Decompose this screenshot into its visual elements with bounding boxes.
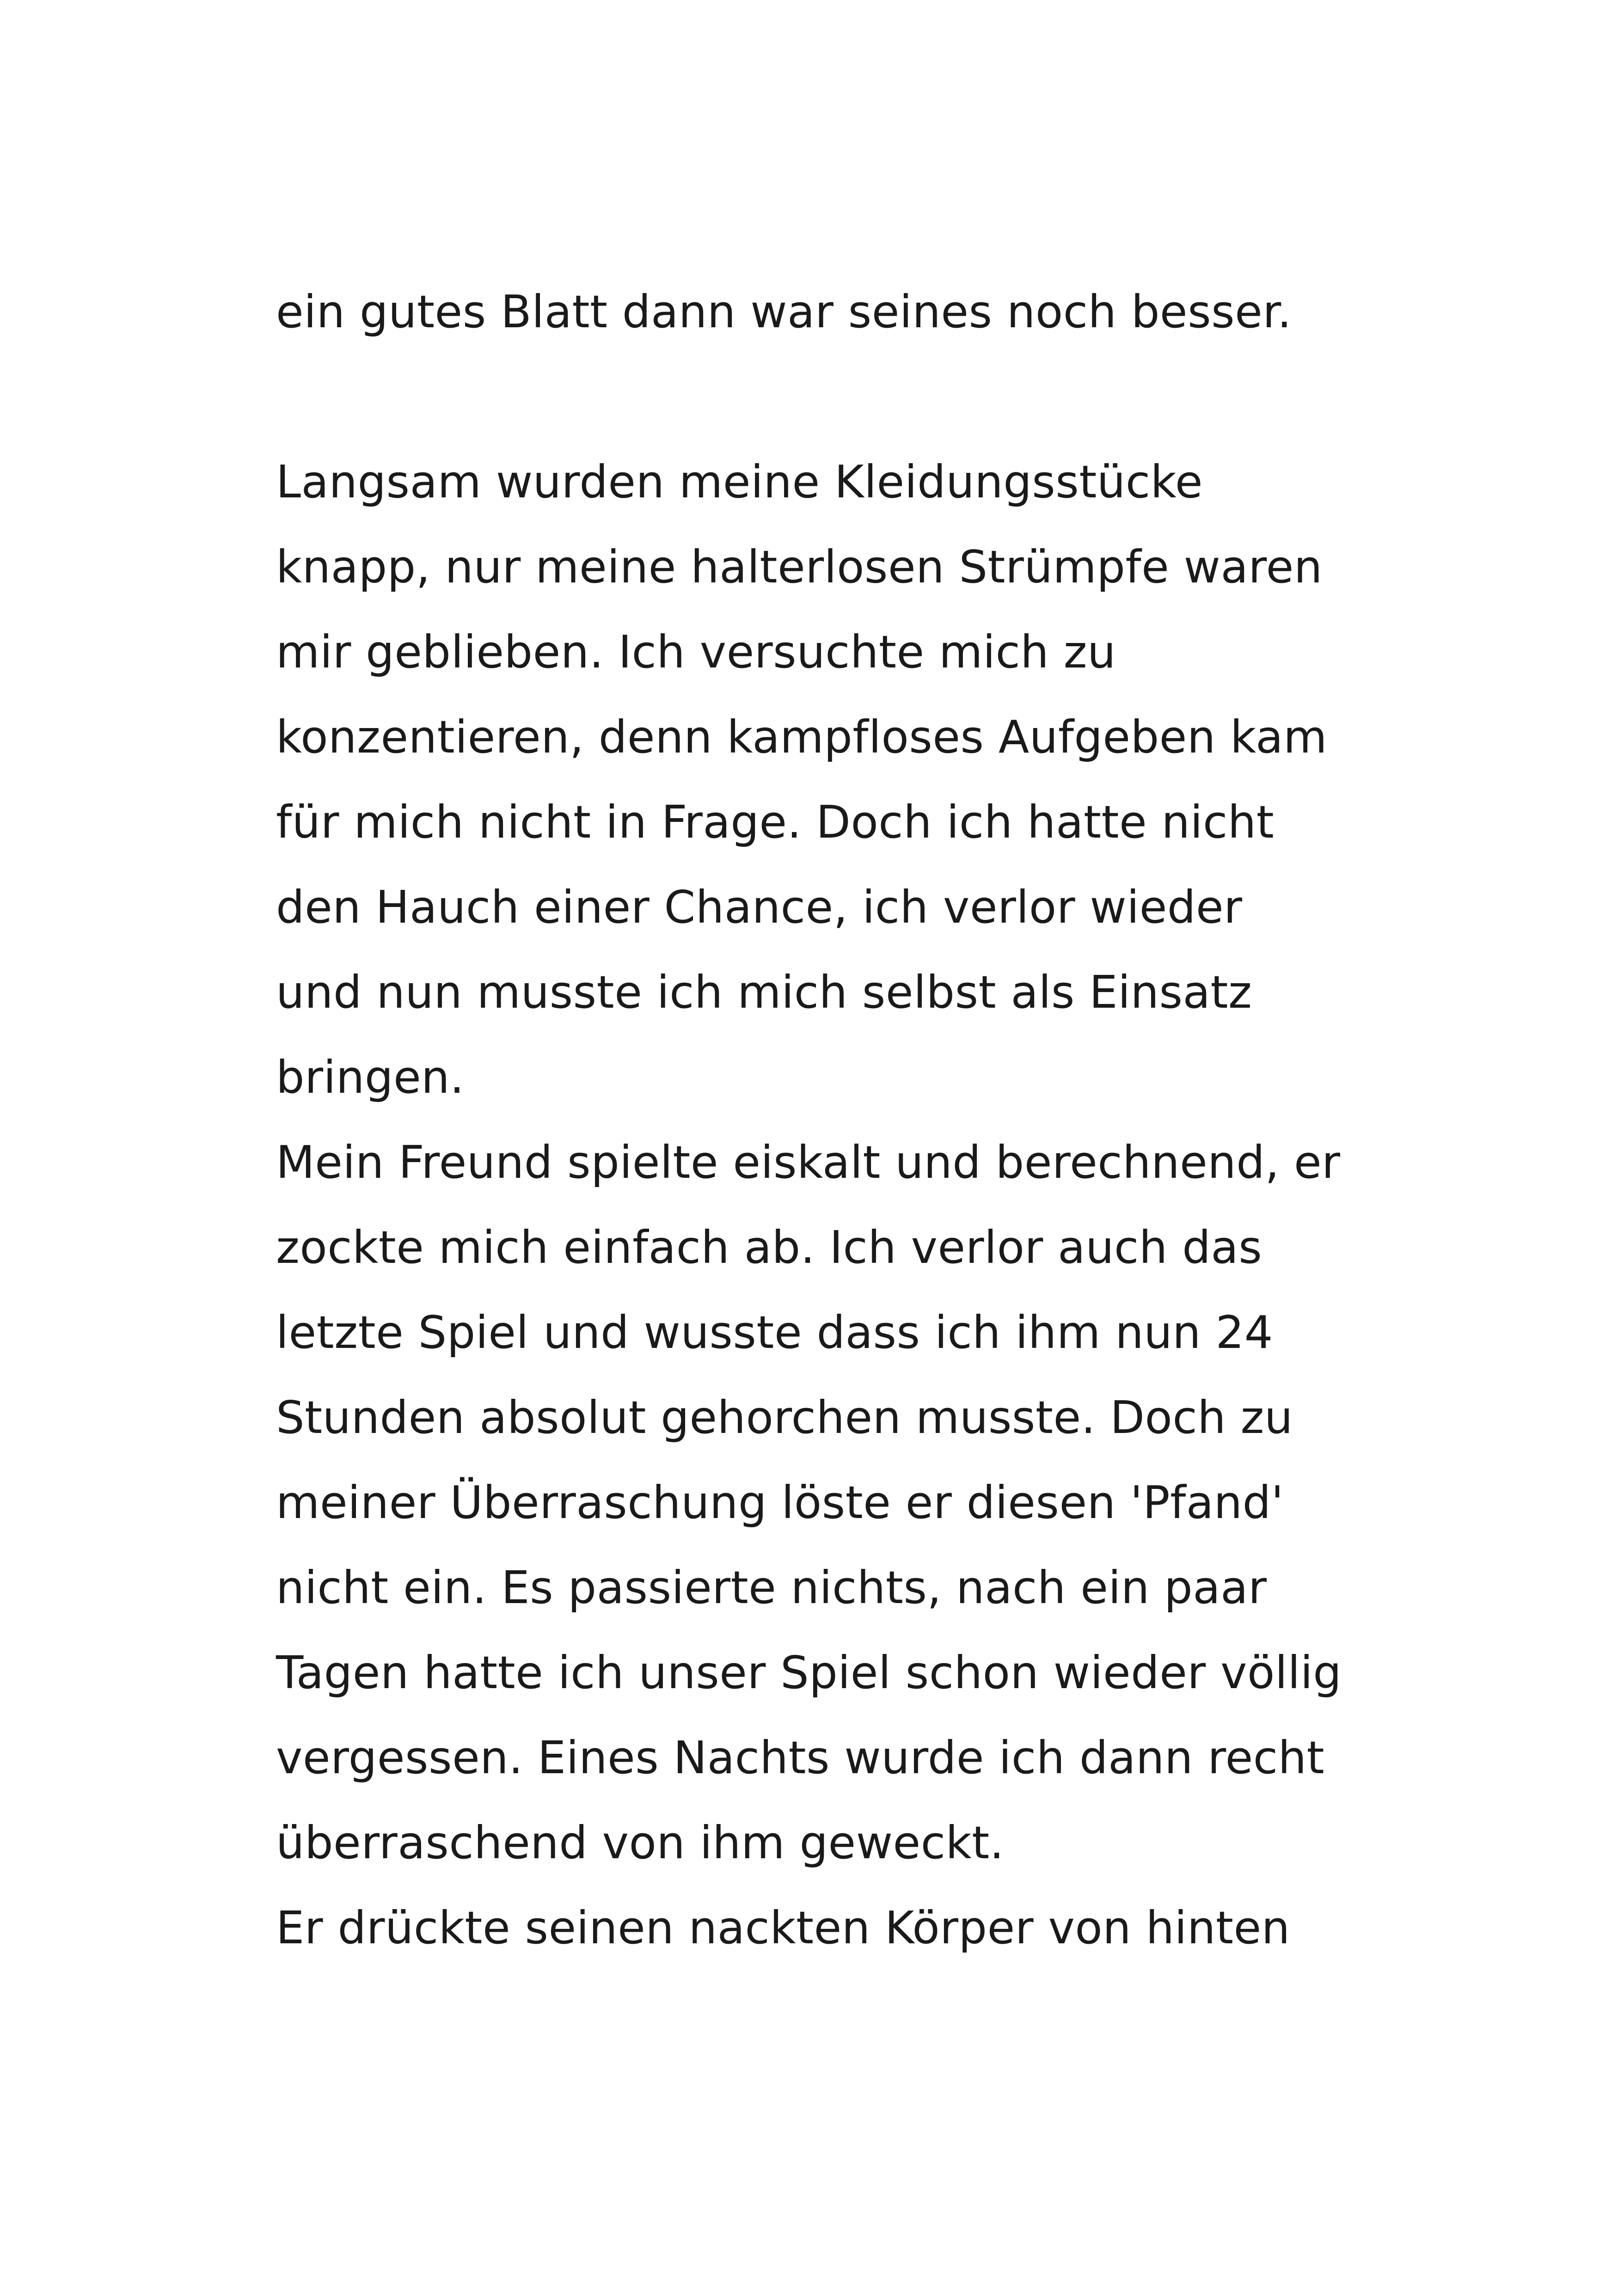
- text-line: knapp, nur meine halterlosen Strümpfe waren: [276, 541, 1323, 593]
- text-line: Stunden absolut gehorchen musste. Doch zu: [276, 1391, 1293, 1444]
- text-line: für mich nicht in Frage. Doch ich hatte nicht: [276, 796, 1275, 848]
- text-line: bringen.: [276, 1051, 465, 1103]
- text-line: und nun musste ich mich selbst als Einsatz: [276, 966, 1252, 1018]
- text-line: überraschend von ihm geweckt.: [276, 1817, 1005, 1869]
- text-line: vergessen. Eines Nachts wurde ich dann recht: [276, 1732, 1325, 1784]
- text-line: letzte Spiel und wusste dass ich ihm nun 24: [276, 1306, 1273, 1359]
- text-line: Tagen hatte ich unser Spiel schon wieder völlig: [276, 1647, 1342, 1699]
- text-line: ein gutes Blatt dann war seines noch besser.: [276, 286, 1292, 338]
- text-line: Langsam wurden meine Kleidungsstücke: [276, 456, 1203, 508]
- text-line: Er drückte seinen nackten Körper von hinten: [276, 1902, 1290, 1954]
- text-line: den Hauch einer Chance, ich verlor wieder: [276, 881, 1243, 933]
- text-line: konzentieren, denn kampfloses Aufgeben kam: [276, 711, 1328, 763]
- text-line: mir geblieben. Ich versuchte mich zu: [276, 626, 1116, 678]
- text-line: meiner Überraschung löste er diesen 'Pfand': [276, 1476, 1284, 1529]
- text-line: Mein Freund spielte eiskalt und berechnend, er: [276, 1136, 1341, 1188]
- text-line: nicht ein. Es passierte nichts, nach ein paar: [276, 1561, 1267, 1614]
- text-line: zockte mich einfach ab. Ich verlor auch das: [276, 1221, 1263, 1274]
